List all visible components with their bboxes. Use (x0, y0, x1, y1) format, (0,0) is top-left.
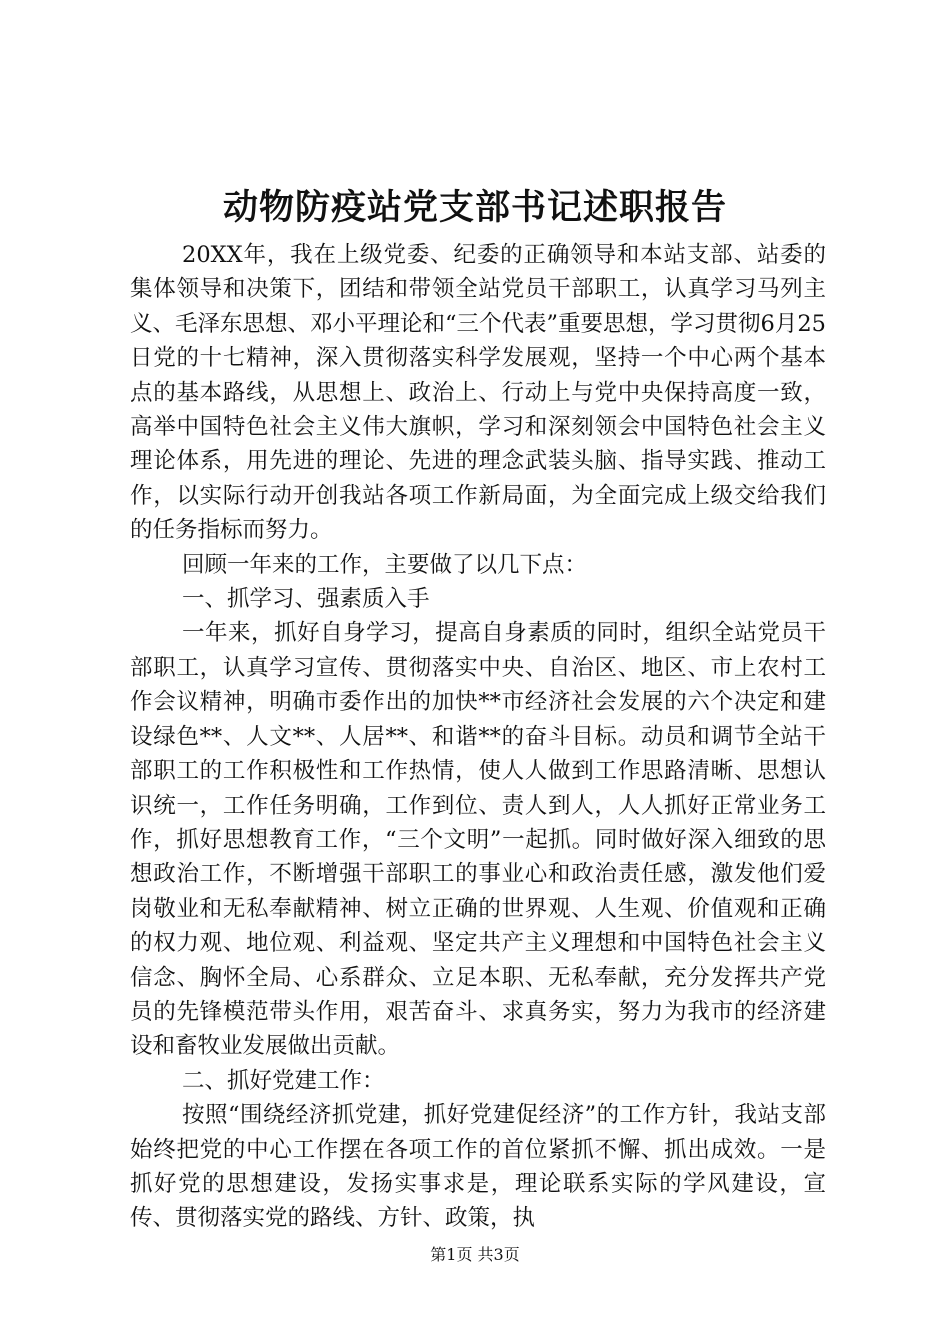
paragraph-intro: 20XX年，我在上级党委、纪委的正确领导和本站支部、站委的集体领导和决策下，团结和带领全站党员干部职工，认真学习马列主义、毛泽东思想、邓小平理论和“三个代表”重要思想，学习贯彻6月25日党的十七精神，深入贯彻落实科学发展观，坚持一个中心两个基本点的基本路线，从思想上、政治上、行动上与党中央保持高度一致，高举中国特色社会主义伟大旗帜，学习和深刻领会中国特色社会主义理论体系，用先进的理论、先进的理念武装头脑、指导实践、推动工作，以实际行动开创我站各项工作新局面，为全面完成上级交给我们的任务指标而努力。 (130, 242, 826, 544)
section-heading-1: 一、抓学习、强素质入手 (182, 586, 430, 613)
page-footer: 第1页 共3页 (430, 1245, 520, 1264)
document-title: 动物防疫站党支部书记述职报告 (222, 187, 727, 228)
paragraph-study: 一年来，抓好自身学习，提高自身素质的同时，组织全站党员干部职工，认真学习宣传、贯彻落实中央、自治区、地区、市上农村工作会议精神，明确市委作出的加快**市经济社会发展的六个决定和建设绿色**、人文**、人居**、和谐**的奋斗目标。动员和调节全站干部职工的工作积极性和工作热情，使人人做到工作思路清晰、思想认识统一，工作任务明确，工作到位、责人到人，人人抓好正常业务工作，抓好思想教育工作，“三个文明”一起抓。同时做好深入细致的思想政治工作，不断增强干部职工的事业心和政治责任感，激发他们爱岗敬业和无私奉献精神、树立正确的世界观、人生观、价值观和正确的权力观、地位观、利益观、坚定共产主义理想和中国特色社会主义信念、胸怀全局、心系群众、立足本职、无私奉献，充分发挥共产党员的先锋模范带头作用，艰苦奋斗、求真务实，努力为我市的经济建设和畜牧业发展做出贡献。 (130, 620, 826, 1060)
paragraph-review: 回顾一年来的工作，主要做了以几下点： (182, 551, 588, 578)
document-body (130, 238, 826, 1236)
paragraph-party-building: 按照“围绕经济抓党建，抓好党建促经济”的工作方针，我站支部始终把党的中心工作摆在各项工作的首位紧抓不懈、抓出成效。一是抓好党的思想建设，发扬实事求是，理论联系实际的学风建设，宣传、贯彻落实党的路线、方针、政策，执 (130, 1102, 826, 1232)
section-heading-2: 二、抓好党建工作： (182, 1067, 385, 1094)
